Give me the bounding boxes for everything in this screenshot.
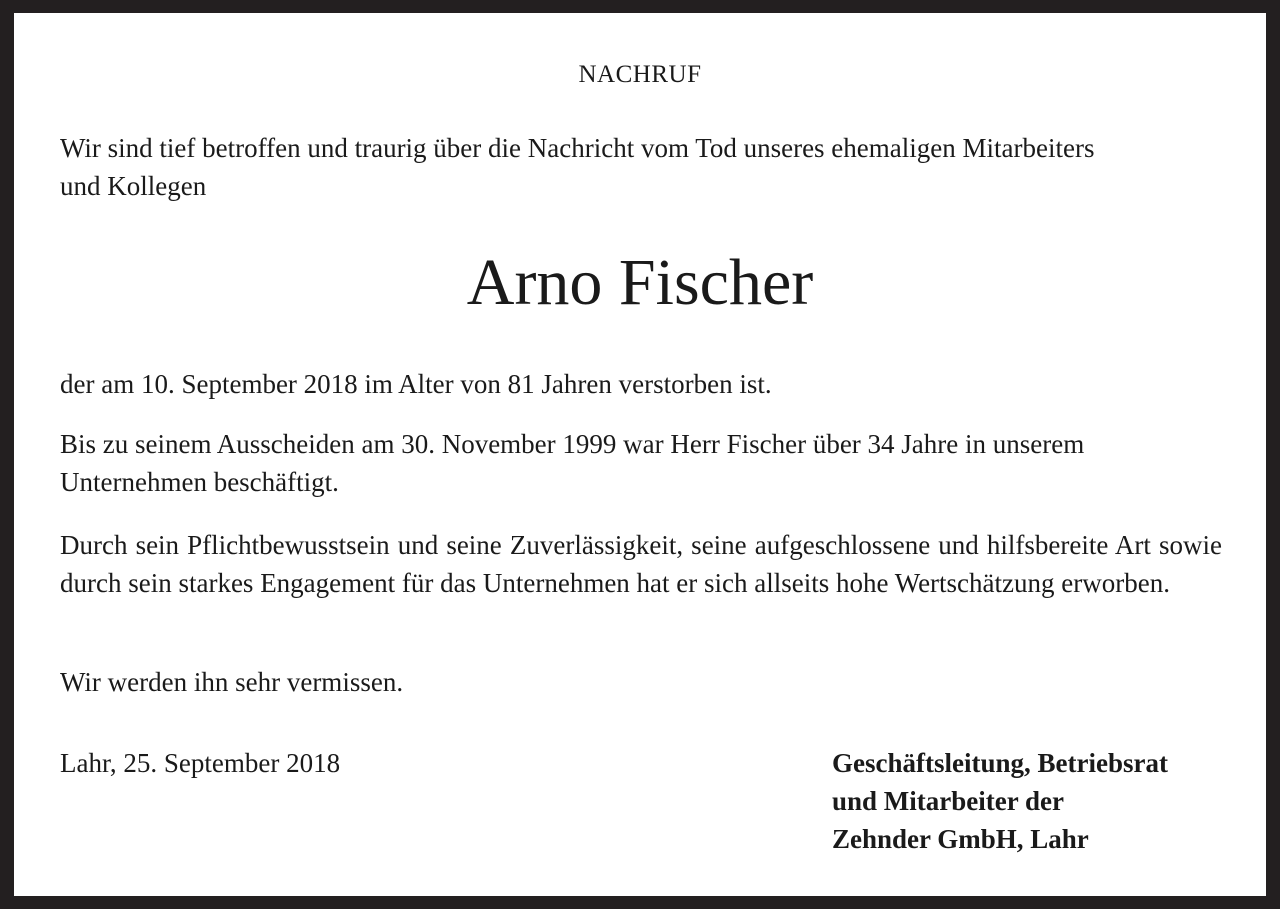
farewell-paragraph: Wir werden ihn sehr vermissen. — [60, 667, 404, 697]
place-date: Lahr, 25. September 2018 — [60, 748, 341, 778]
tenure-paragraph: Bis zu seinem Ausscheiden am 30. November 1999 war Herr Fischer über 34 Jahre in unserem Unternehmen beschäftigt. — [60, 429, 1085, 497]
signature-line: und Mitarbeiter der — [832, 786, 1064, 816]
signature-block — [832, 744, 1168, 858]
deceased-name: Arno Fischer — [466, 246, 814, 319]
notice-heading: NACHRUF — [578, 61, 702, 88]
death-paragraph: der am 10. September 2018 im Alter von 81 Jahren verstorben ist. — [60, 369, 772, 399]
tribute-paragraph: Durch sein Pflichtbewusstsein und seine Zuverlässigkeit, seine aufgeschlossene und hilfsbereite Art sowie durch sein starkes Engagement für das Unternehmen hat er sich allseits hohe Wertschätzung erworben. — [60, 530, 1222, 598]
intro-paragraph: Wir sind tief betroffen und traurig über die Nachricht vom Tod unseres ehemaligen Mitarbeiters und Kollegen — [60, 133, 1095, 201]
signature-line: Geschäftsleitung, Betriebsrat — [832, 748, 1168, 778]
signature-line: Zehnder GmbH, Lahr — [832, 824, 1089, 854]
obituary-notice — [14, 13, 1266, 896]
